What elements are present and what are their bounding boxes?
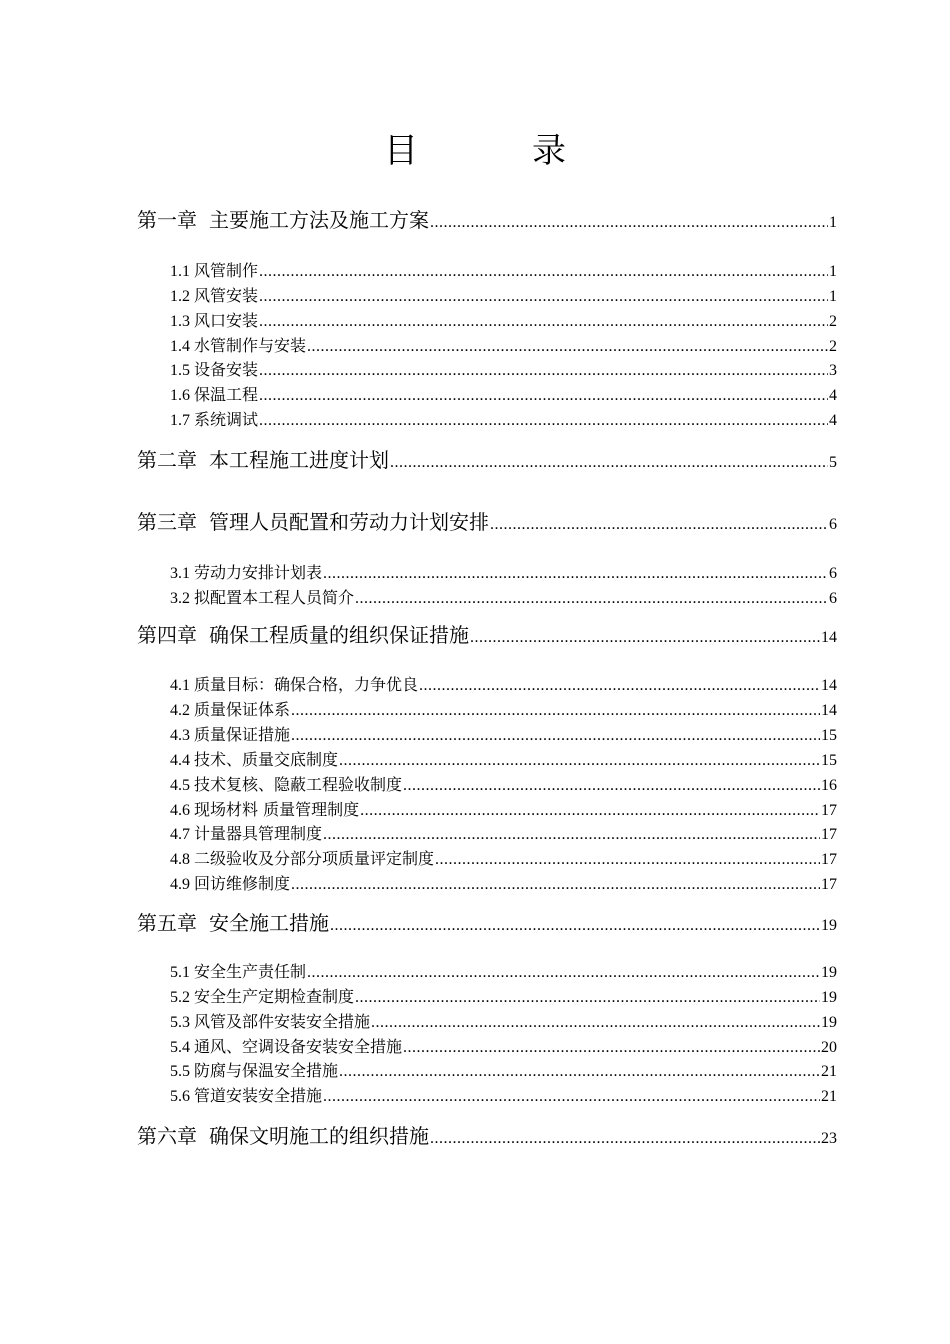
toc-page-number: 21 xyxy=(821,1088,837,1105)
toc-page-number: 2 xyxy=(829,338,837,355)
toc-page-number: 1 xyxy=(829,288,837,305)
toc-page-number: 19 xyxy=(821,917,837,934)
toc-page-number: 15 xyxy=(821,752,837,769)
toc-page-number: 20 xyxy=(821,1039,837,1056)
toc-entry-text: 保温工程 xyxy=(194,385,259,404)
toc-page-number: 17 xyxy=(821,851,837,868)
toc-dot-leader xyxy=(390,449,828,474)
toc-entry-label xyxy=(170,1010,370,1033)
toc-chapter-entry[interactable] xyxy=(137,621,837,649)
toc-entry-text: 确保工程质量的组织保证措施 xyxy=(209,623,469,647)
toc-chapter-entry[interactable] xyxy=(137,446,837,474)
toc-section-entry[interactable] xyxy=(170,561,837,584)
toc-chapter-entry[interactable] xyxy=(137,909,837,937)
toc-entry-number: 第五章 xyxy=(137,911,197,935)
toc-dot-leader xyxy=(291,724,820,746)
toc-entry-text: 设备安装 xyxy=(194,360,259,379)
toc-entry-number: 5.1 xyxy=(170,964,190,981)
toc-dot-leader xyxy=(291,699,820,721)
toc-entry-number: 4.4 xyxy=(170,752,190,769)
toc-entry-text: 技术复核、隐蔽工程验收制度 xyxy=(194,775,403,794)
toc-entry-text: 风管制作 xyxy=(194,261,259,280)
toc-entry-text: 风管安装 xyxy=(194,286,259,305)
toc-entry-number: 5.6 xyxy=(170,1088,190,1105)
toc-dot-leader xyxy=(259,285,828,307)
toc-entry-label xyxy=(137,508,489,536)
toc-dot-leader xyxy=(355,587,828,609)
toc-entry-label xyxy=(137,446,389,474)
toc-entry-label xyxy=(170,798,359,821)
toc-entry-label xyxy=(170,259,258,282)
toc-dot-leader xyxy=(490,511,828,536)
toc-section-entry[interactable] xyxy=(170,798,837,821)
toc-entry-text: 劳动力安排计划表 xyxy=(194,563,323,582)
toc-section-entry[interactable] xyxy=(170,847,837,870)
toc-section-entry[interactable] xyxy=(170,748,837,771)
toc-entry-number: 4.5 xyxy=(170,777,190,794)
toc-entry-number: 4.8 xyxy=(170,851,190,868)
toc-entry-number: 1.4 xyxy=(170,338,190,355)
toc-page-number: 6 xyxy=(829,516,837,533)
toc-section-entry[interactable] xyxy=(170,698,837,721)
toc-entry-label xyxy=(170,960,306,983)
toc-entry-number: 5.3 xyxy=(170,1014,190,1031)
toc-entry-number: 第四章 xyxy=(137,623,197,647)
toc-entry-label xyxy=(170,309,258,332)
toc-dot-leader xyxy=(307,961,820,983)
toc-chapter-entry[interactable] xyxy=(137,1122,837,1150)
toc-entry-text: 现场材料 质量管理制度 xyxy=(194,800,360,819)
toc-dot-leader xyxy=(323,1085,820,1107)
toc-entry-text: 安全生产责任制 xyxy=(194,962,307,981)
toc-dot-leader xyxy=(371,1011,820,1033)
toc-page-number: 19 xyxy=(821,1014,837,1031)
toc-entry-text: 通风、空调设备安装安全措施 xyxy=(194,1037,403,1056)
toc-section-entry[interactable] xyxy=(170,358,837,381)
toc-entry-text: 回访维修制度 xyxy=(194,874,291,893)
toc-entry-text: 质量目标：确保合格，力争优良 xyxy=(194,675,419,694)
toc-entry-label xyxy=(170,284,258,307)
toc-entry-number: 1.1 xyxy=(170,263,190,280)
toc-entry-number: 第一章 xyxy=(137,208,197,232)
toc-entry-label xyxy=(170,872,290,895)
toc-entry-label xyxy=(170,1084,322,1107)
toc-section-entry[interactable] xyxy=(170,408,837,431)
toc-page-number: 4 xyxy=(829,387,837,404)
toc-entry-label xyxy=(170,985,354,1008)
toc-entry-text: 防腐与保温安全措施 xyxy=(194,1061,339,1080)
toc-dot-leader xyxy=(259,260,828,282)
toc-dot-leader xyxy=(339,1060,820,1082)
toc-page-number: 14 xyxy=(821,629,837,646)
toc-entry-text: 本工程施工进度计划 xyxy=(209,448,389,472)
toc-entry-number: 5.4 xyxy=(170,1039,190,1056)
toc-entry-label xyxy=(170,773,402,796)
toc-dot-leader xyxy=(307,335,828,357)
toc-dot-leader xyxy=(435,848,820,870)
toc-entry-number: 1.3 xyxy=(170,313,190,330)
toc-entry-label xyxy=(170,334,306,357)
toc-entry-label xyxy=(170,358,258,381)
toc-page-number: 17 xyxy=(821,876,837,893)
toc-entry-number: 第六章 xyxy=(137,1124,197,1148)
toc-page-number: 4 xyxy=(829,412,837,429)
toc-page-number: 6 xyxy=(829,590,837,607)
toc-entry-label xyxy=(137,1122,429,1150)
toc-section-entry[interactable] xyxy=(170,773,837,796)
toc-entry-text: 水管制作与安装 xyxy=(194,336,307,355)
toc-page-number: 2 xyxy=(829,313,837,330)
toc-entry-text: 风口安装 xyxy=(194,311,259,330)
toc-entry-text: 风管及部件安装安全措施 xyxy=(194,1012,371,1031)
toc-entry-text: 质量保证措施 xyxy=(194,725,291,744)
toc-entry-label xyxy=(170,383,258,406)
toc-entry-number: 第二章 xyxy=(137,448,197,472)
toc-section-entry[interactable] xyxy=(170,723,837,746)
toc-entry-number: 1.2 xyxy=(170,288,190,305)
toc-page-number: 19 xyxy=(821,964,837,981)
toc-entry-number: 5.2 xyxy=(170,989,190,1006)
toc-page-number: 16 xyxy=(821,777,837,794)
toc-entry-number: 5.5 xyxy=(170,1063,190,1080)
toc-entry-label xyxy=(170,408,258,431)
toc-entry-number: 1.6 xyxy=(170,387,190,404)
toc-entry-label xyxy=(170,1059,338,1082)
toc-section-entry[interactable] xyxy=(170,960,837,983)
toc-section-entry[interactable] xyxy=(170,822,837,845)
toc-page-number: 1 xyxy=(829,214,837,231)
toc-entry-number: 4.9 xyxy=(170,876,190,893)
toc-section-entry[interactable] xyxy=(170,259,837,282)
toc-entry-number: 1.7 xyxy=(170,412,190,429)
toc-dot-leader xyxy=(360,799,820,821)
toc-entry-label xyxy=(137,909,329,937)
toc-entry-number: 3.1 xyxy=(170,565,190,582)
toc-page-number: 14 xyxy=(821,702,837,719)
toc-section-entry[interactable] xyxy=(170,309,837,332)
toc-chapter-entry[interactable] xyxy=(137,508,837,536)
toc-page-number: 19 xyxy=(821,989,837,1006)
toc-section-entry[interactable] xyxy=(170,586,837,609)
toc-section-entry[interactable] xyxy=(170,1035,837,1058)
toc-entry-number: 4.2 xyxy=(170,702,190,719)
toc-entry-text: 拟配置本工程人员简介 xyxy=(194,588,355,607)
toc-section-entry[interactable] xyxy=(170,1059,837,1082)
toc-dot-leader xyxy=(259,409,828,431)
toc-entry-text: 管理人员配置和劳动力计划安排 xyxy=(209,510,489,534)
toc-section-entry[interactable] xyxy=(170,1010,837,1033)
toc-entry-text: 质量保证体系 xyxy=(194,700,291,719)
toc-dot-leader xyxy=(355,986,820,1008)
toc-entry-label xyxy=(170,698,290,721)
toc-dot-leader xyxy=(403,1036,820,1058)
toc-page-number: 3 xyxy=(829,362,837,379)
toc-entry-text: 管道安装安全措施 xyxy=(194,1086,323,1105)
toc-page-number: 6 xyxy=(829,565,837,582)
toc-chapter-entry[interactable] xyxy=(137,206,837,234)
toc-entry-number: 1.5 xyxy=(170,362,190,379)
toc-entry-label xyxy=(170,673,418,696)
toc-entry-text: 计量器具管理制度 xyxy=(194,824,323,843)
toc-entry-number: 4.7 xyxy=(170,826,190,843)
toc-entry-label xyxy=(137,621,469,649)
toc-entry-number: 4.3 xyxy=(170,727,190,744)
toc-entry-label xyxy=(170,748,338,771)
toc-dot-leader xyxy=(291,873,820,895)
toc-entry-number: 4.6 xyxy=(170,802,190,819)
toc-page-number: 21 xyxy=(821,1063,837,1080)
toc-entry-text: 安全生产定期检查制度 xyxy=(194,987,355,1006)
toc-dot-leader xyxy=(259,359,828,381)
toc-dot-leader xyxy=(470,624,820,649)
toc-entry-label xyxy=(170,822,322,845)
toc-section-entry[interactable] xyxy=(170,985,837,1008)
toc-section-entry[interactable] xyxy=(170,872,837,895)
toc-dot-leader xyxy=(430,1125,820,1150)
toc-dot-leader xyxy=(259,384,828,406)
toc-section-entry[interactable] xyxy=(170,673,837,696)
toc-entry-label xyxy=(137,206,429,234)
toc-entry-number: 第三章 xyxy=(137,510,197,534)
toc-entry-number: 4.1 xyxy=(170,677,190,694)
toc-dot-leader xyxy=(403,774,820,796)
toc-entry-number: 3.2 xyxy=(170,590,190,607)
toc-dot-leader xyxy=(323,823,820,845)
toc-dot-leader xyxy=(419,674,820,696)
toc-page-number: 23 xyxy=(821,1130,837,1147)
toc-entry-label xyxy=(170,561,322,584)
toc-entry-label xyxy=(170,1035,402,1058)
toc-page-number: 17 xyxy=(821,802,837,819)
toc-entry-label xyxy=(170,586,354,609)
toc-entry-text: 系统调试 xyxy=(194,410,259,429)
toc-section-entry[interactable] xyxy=(170,1084,837,1107)
toc-page-number: 17 xyxy=(821,826,837,843)
toc-dot-leader xyxy=(339,749,820,771)
toc-dot-leader xyxy=(430,209,828,234)
toc-entry-text: 二级验收及分部分项质量评定制度 xyxy=(194,849,435,868)
toc-title: 目 录 xyxy=(384,131,606,171)
toc-entry-label xyxy=(170,723,290,746)
toc-entry-text: 确保文明施工的组织措施 xyxy=(209,1124,429,1148)
toc-dot-leader xyxy=(323,562,828,584)
toc-page-number: 14 xyxy=(821,677,837,694)
toc-entry-text: 技术、质量交底制度 xyxy=(194,750,339,769)
toc-section-entry[interactable] xyxy=(170,334,837,357)
toc-page-number: 5 xyxy=(829,454,837,471)
toc-entry-label xyxy=(170,847,434,870)
toc-entry-text: 主要施工方法及施工方案 xyxy=(209,208,429,232)
toc-section-entry[interactable] xyxy=(170,284,837,307)
toc-dot-leader xyxy=(259,310,828,332)
toc-page-number: 1 xyxy=(829,263,837,280)
toc-section-entry[interactable] xyxy=(170,383,837,406)
toc-dot-leader xyxy=(330,912,820,937)
toc-page-number: 15 xyxy=(821,727,837,744)
toc-entry-text: 安全施工措施 xyxy=(209,911,329,935)
